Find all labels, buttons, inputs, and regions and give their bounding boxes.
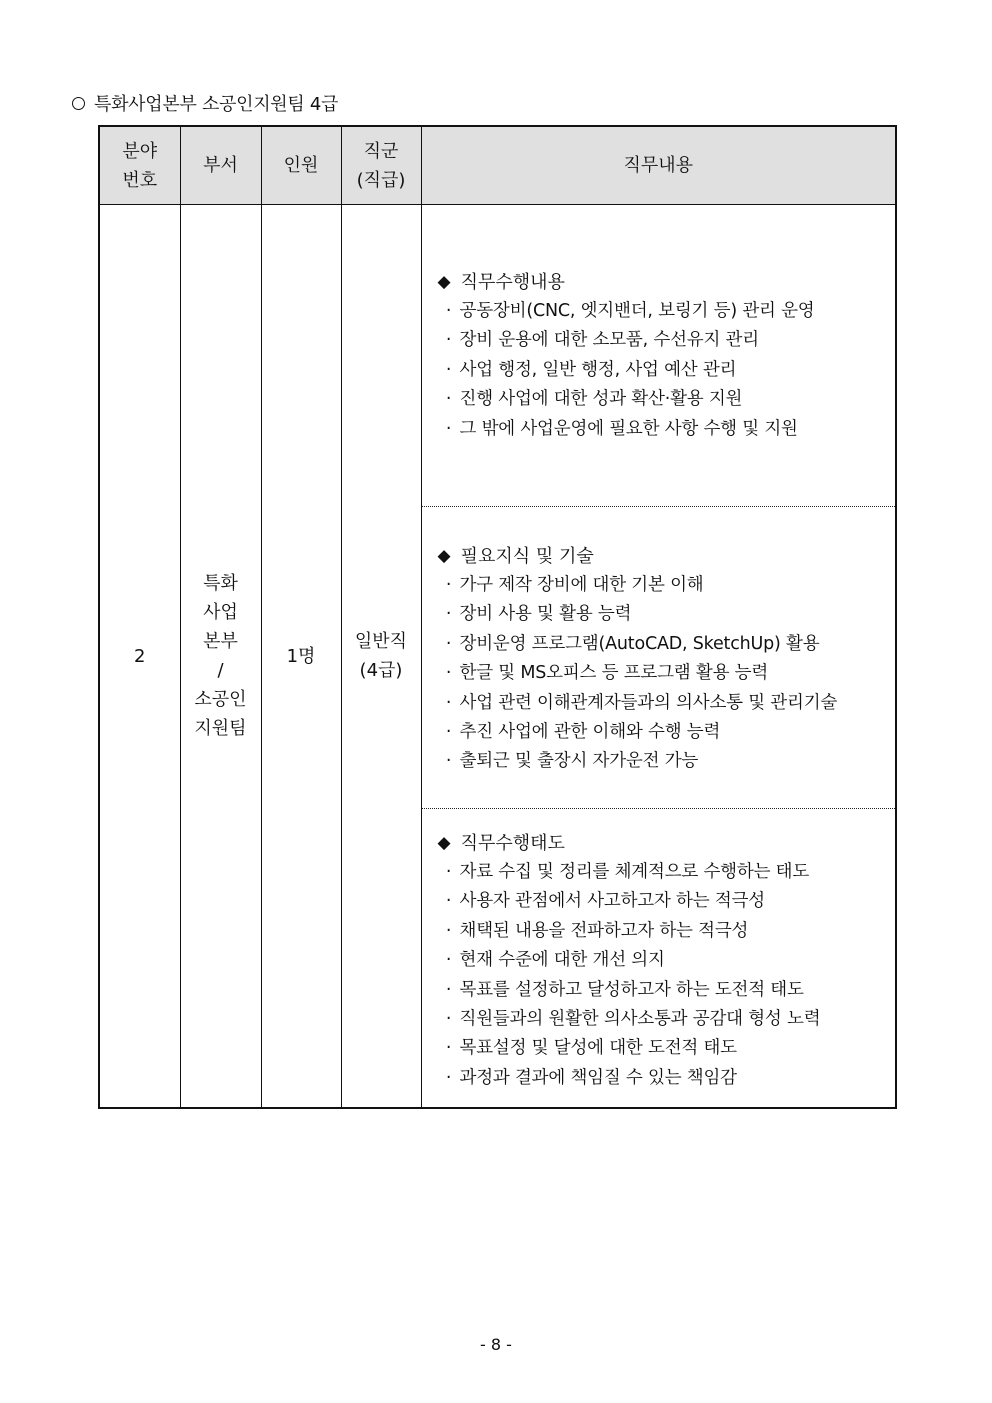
list-item-text: 과정과 결과에 책임질 수 있는 책임감 bbox=[459, 1067, 737, 1088]
header-job-group bbox=[341, 126, 421, 205]
list-item bbox=[438, 946, 888, 975]
table-header-row bbox=[99, 126, 896, 205]
job-group-cell bbox=[341, 205, 421, 1109]
field-no-cell bbox=[99, 205, 180, 1109]
job-group-lines bbox=[343, 627, 420, 685]
diamond-icon: ◆ bbox=[437, 272, 451, 292]
bullet-icon: · bbox=[445, 604, 452, 625]
header-label-line: 직군 bbox=[363, 140, 399, 162]
skills-section bbox=[422, 507, 896, 809]
cell-line: 사업 bbox=[203, 602, 238, 623]
attitude-title bbox=[438, 829, 888, 858]
list-item bbox=[438, 718, 888, 747]
bullet-icon: · bbox=[445, 1009, 452, 1030]
cell-line: 특화 bbox=[203, 573, 238, 594]
list-item-text: 추진 사업에 관한 이해와 수행 능력 bbox=[459, 722, 721, 743]
bullet-icon: · bbox=[445, 418, 452, 439]
bullet-icon: · bbox=[445, 330, 452, 351]
diamond-icon: ◆ bbox=[437, 833, 451, 853]
list-item-text: 사용자 관점에서 사고하고자 하는 적극성 bbox=[459, 891, 765, 912]
table-row bbox=[99, 205, 896, 1109]
header-label-line: 번호 bbox=[122, 169, 158, 191]
header-headcount bbox=[261, 126, 341, 205]
skills-title bbox=[438, 542, 888, 571]
skills-title-text: 필요지식 및 기술 bbox=[460, 546, 594, 567]
duties-list bbox=[438, 297, 888, 444]
list-item-text: 직원들과의 원활한 의사소통과 공감대 형성 노력 bbox=[459, 1009, 821, 1030]
header-label-line: 직무내용 bbox=[623, 155, 694, 176]
cell-line: 지원팀 bbox=[194, 718, 247, 739]
list-item bbox=[438, 326, 888, 355]
dept-cell bbox=[180, 205, 261, 1109]
list-item-text: 한글 및 MS오피스 등 프로그램 활용 능력 bbox=[459, 663, 769, 684]
list-item-text: 출퇴근 및 출장시 자가운전 가능 bbox=[459, 751, 699, 772]
list-item-text: 자료 수집 및 정리를 체계적으로 수행하는 태도 bbox=[459, 862, 810, 882]
header-label-line: 부서 bbox=[203, 155, 238, 176]
duties-title-text: 직무수행내용 bbox=[460, 272, 565, 293]
dept-lines bbox=[182, 569, 260, 743]
header-field-no bbox=[99, 126, 180, 205]
diamond-icon: ◆ bbox=[437, 546, 451, 566]
cell-line: 일반직 bbox=[354, 631, 408, 652]
bullet-icon: · bbox=[445, 633, 452, 654]
list-item-text: 장비 운용에 대한 소모품, 수선유지 관리 bbox=[459, 330, 759, 351]
list-item-text: 채택된 내용을 전파하고자 하는 적극성 bbox=[459, 920, 749, 941]
bullet-icon: · bbox=[445, 389, 452, 410]
job-description-table bbox=[98, 125, 897, 1109]
bullet-icon: · bbox=[445, 722, 452, 743]
list-item bbox=[438, 747, 888, 776]
bullet-icon: · bbox=[445, 359, 452, 380]
bullet-icon: · bbox=[445, 663, 452, 684]
list-item-text: 목표를 설정하고 달성하고자 하는 도전적 태도 bbox=[459, 979, 804, 1000]
bullet-icon: · bbox=[445, 301, 452, 321]
list-item-text: 장비운영 프로그램(AutoCAD, SketchUp) 활용 bbox=[459, 633, 820, 654]
bullet-icon: · bbox=[445, 920, 452, 941]
cell-line: 소공인 bbox=[194, 689, 247, 710]
list-item bbox=[438, 1034, 888, 1063]
bullet-icon: · bbox=[445, 692, 452, 713]
list-item bbox=[438, 297, 888, 326]
list-item bbox=[438, 887, 888, 916]
header-dept bbox=[180, 126, 261, 205]
list-item bbox=[438, 630, 888, 659]
circle-icon bbox=[72, 97, 85, 110]
cell-line: (4급) bbox=[359, 660, 403, 681]
list-item bbox=[438, 689, 888, 718]
bullet-icon: · bbox=[445, 862, 452, 882]
list-item-text: 진행 사업에 대한 성과 확산·활용 지원 bbox=[459, 389, 743, 410]
list-item-text: 사업 행정, 일반 행정, 사업 예산 관리 bbox=[459, 359, 737, 380]
list-item bbox=[438, 976, 888, 1005]
field-no-value: 2 bbox=[134, 645, 146, 667]
headcount-cell bbox=[261, 205, 341, 1109]
list-item-text: 현재 수준에 대한 개선 의지 bbox=[459, 950, 665, 971]
bullet-icon: · bbox=[445, 950, 452, 971]
bullet-icon: · bbox=[445, 1038, 452, 1059]
bullet-icon: · bbox=[445, 575, 452, 595]
page-number: - 8 - bbox=[480, 1335, 512, 1354]
bullet-icon: · bbox=[445, 891, 452, 912]
attitude-list bbox=[438, 858, 888, 1093]
list-item bbox=[438, 600, 888, 629]
list-item bbox=[438, 1005, 888, 1034]
list-item-text: 목표설정 및 달성에 대한 도전적 태도 bbox=[459, 1038, 737, 1059]
section-heading bbox=[72, 90, 338, 116]
list-item bbox=[438, 1064, 888, 1093]
list-item-text: 장비 사용 및 활용 능력 bbox=[459, 604, 632, 625]
list-item bbox=[438, 571, 888, 600]
bullet-icon: · bbox=[445, 1067, 452, 1088]
list-item bbox=[438, 858, 888, 887]
section-heading-text: 특화사업본부 소공인지원팀 4급 bbox=[94, 94, 339, 115]
header-label-line: 분야 bbox=[122, 140, 158, 162]
header-job-content bbox=[421, 126, 896, 205]
list-item bbox=[438, 385, 888, 414]
cell-line: / bbox=[217, 660, 224, 681]
list-item-text: 사업 관련 이해관계자들과의 의사소통 및 관리기술 bbox=[459, 692, 838, 713]
duties-title bbox=[438, 268, 888, 297]
list-item bbox=[438, 917, 888, 946]
list-item bbox=[438, 415, 888, 444]
list-item bbox=[438, 659, 888, 688]
duties-section bbox=[422, 205, 896, 507]
skills-list bbox=[438, 571, 888, 777]
bullet-icon: · bbox=[445, 979, 452, 1000]
header-label-line: (직급) bbox=[356, 169, 406, 191]
header-label-line: 인원 bbox=[283, 155, 319, 176]
job-content-cell bbox=[421, 205, 896, 1109]
headcount-value: 1명 bbox=[286, 645, 316, 667]
list-item-text: 가구 제작 장비에 대한 기본 이해 bbox=[459, 575, 704, 595]
list-item-text: 공동장비(CNC, 엣지밴더, 보링기 등) 관리 운영 bbox=[459, 301, 815, 321]
cell-line: 본부 bbox=[203, 631, 238, 652]
attitude-section bbox=[422, 809, 896, 1107]
list-item bbox=[438, 356, 888, 385]
bullet-icon: · bbox=[445, 751, 452, 772]
list-item-text: 그 밖에 사업운영에 필요한 사항 수행 및 지원 bbox=[459, 418, 798, 439]
attitude-title-text: 직무수행태도 bbox=[460, 833, 565, 854]
